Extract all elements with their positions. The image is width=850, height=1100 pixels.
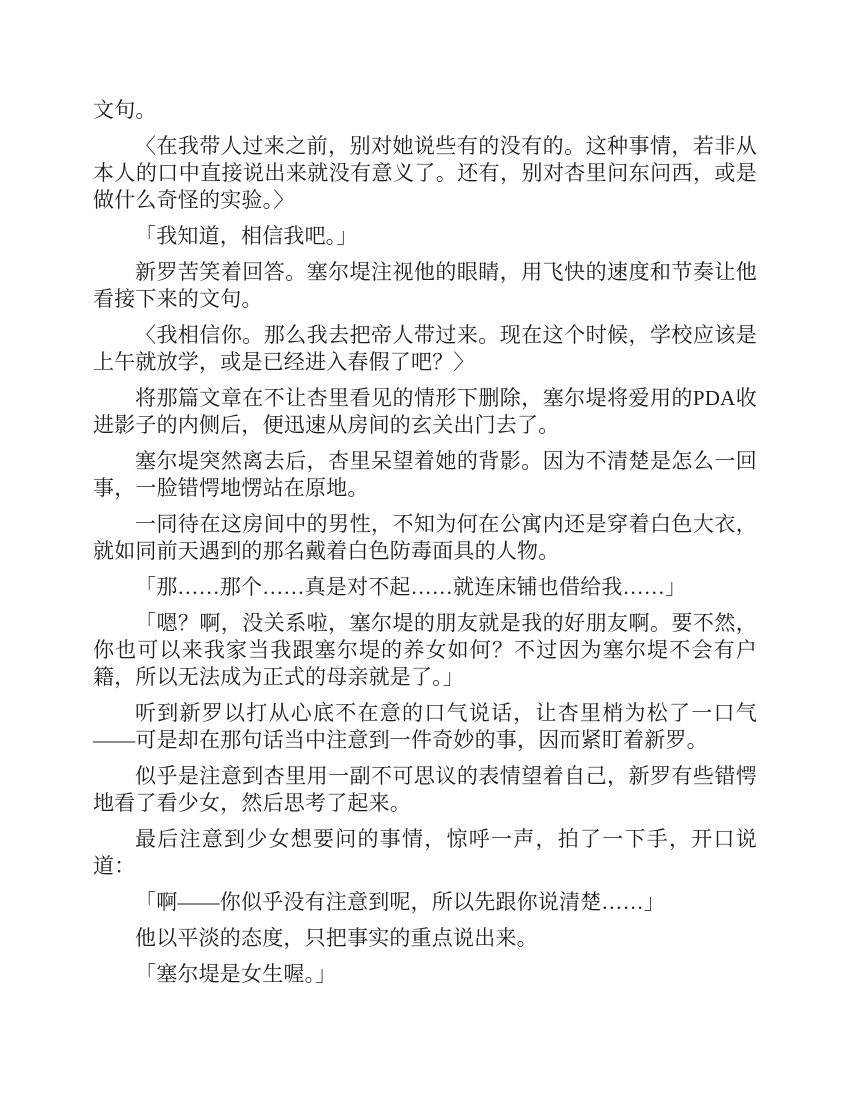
paragraph: 新罗苦笑着回答。塞尔堤注视他的眼睛，用飞快的速度和节奏让他看接下来的文句。 [93,260,757,311]
paragraph: 最后注意到少女想要问的事情，惊呼一声，拍了一下手，开口说道： [93,827,757,878]
paragraph: 「啊——你似乎没有注意到呢，所以先跟你说清楚……」 [135,890,665,914]
paragraph: 将那篇文章在不让杏里看见的情形下删除，塞尔堤将爱用的PDA收进影子的内侧后，便迅速从房间的玄关出门去了。 [93,386,757,437]
paragraph: 「塞尔堤是女生喔。」 [135,962,337,986]
paragraph: 「嗯？啊，没关系啦，塞尔堤的朋友就是我的好朋友啊。要不然，你也可以来我家当我跟塞尔堤的养女如何？不过因为塞尔堤不会有户籍，所以无法成为正式的母亲就是了。」 [93,611,757,689]
paragraph: 〈在我带人过来之前，别对她说些有的没有的。这种事情，若非从本人的口中直接说出来就没有意义了。还有，别对杏里问东问西，或是做什么奇怪的实验。〉 [93,134,757,212]
paragraph: 〈我相信你。那么我去把帝人带过来。现在这个时候，学校应该是上午就放学，或是已经进入春假了吧？〉 [93,323,757,374]
paragraph: 塞尔堤突然离去后，杏里呆望着她的背影。因为不清楚是怎么一回事，一脸错愕地愣站在原地。 [93,449,757,500]
paragraph: 他以平淡的态度，只把事实的重点说出来。 [135,926,538,950]
paragraph: 一同待在这房间中的男性，不知为何在公寓内还是穿着白色大衣，就如同前天遇到的那名戴着白色防毒面具的人物。 [93,512,757,563]
paragraph: 听到新罗以打从心底不在意的口气说话，让杏里梢为松了一口气——可是却在那句话当中注意到一件奇妙的事，因而紧盯着新罗。 [93,701,757,752]
paragraph: 似乎是注意到杏里用一副不可思议的表情望着自己，新罗有些错愕地看了看少女，然后思考了起来。 [93,764,757,815]
paragraph: 文句。 [93,98,157,122]
paragraph: 「我知道，相信我吧。」 [135,224,358,248]
paragraph: 「那……那个……真是对不起……就连床铺也借给我……」 [135,575,687,599]
